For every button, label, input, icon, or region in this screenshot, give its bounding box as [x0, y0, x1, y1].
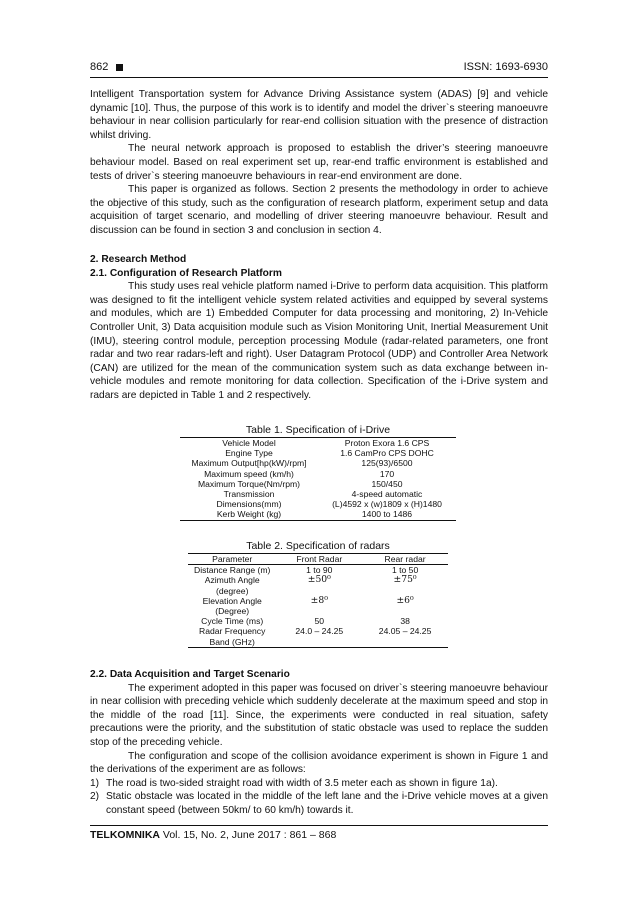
parameter-cell: Maximum Torque(Nm/rpm) [197, 478, 301, 489]
table-row [180, 499, 456, 509]
parameter-cell: Radar Frequency Band (GHz) [198, 626, 266, 647]
radar-table [188, 553, 448, 648]
subsection-heading: 2.1. Configuration of Research Platform [90, 267, 282, 279]
value-cell: 1 to 90 [306, 565, 333, 576]
list-number: 2) [90, 791, 100, 803]
value-cell: Proton Exora 1.6 CPS [344, 438, 430, 448]
value-cell: ±8⁰ [310, 594, 328, 606]
issn: ISSN: 1693-6930 [463, 61, 548, 73]
table-row [188, 626, 448, 647]
parameter-cell: Cycle Time (ms) [201, 616, 264, 627]
table-row [180, 469, 456, 479]
value-cell: 24.05 – 24.25 [378, 626, 432, 637]
page-footer [90, 829, 336, 841]
scenario-paragraph-2: The configuration and scope of the collision avoidance experiment is shown in Figure 1 and the derivations of the experiment are as follows: [90, 750, 548, 776]
list-item [90, 777, 548, 791]
intro-paragraph-1: Intelligent Transportation system for Advance Driving Assistance system (ADAS) [9] and vehicle dynamic [10]. Thus, the purpose of this work is to identify and model the driver`s steering manoeuvre behaviour in near collision particularly for rear-end collision situation with the presence of distraction whilst driving. [90, 89, 548, 141]
value-cell: 150/450 [371, 478, 403, 489]
parameter-cell: Kerb Weight (kg) [216, 509, 282, 520]
parameter-cell: Dimensions(mm) [216, 499, 282, 510]
value-cell: ±50⁰ [307, 574, 331, 586]
list-item [90, 790, 548, 817]
section-heading: 2. Research Method [90, 254, 187, 265]
table-1 [180, 424, 456, 521]
spec-table [180, 437, 456, 521]
table-row [180, 458, 456, 468]
journal-name: TELKOMNIKA [90, 829, 160, 841]
table-row [188, 596, 448, 616]
parameter-cell: Transmission [223, 489, 275, 500]
value-cell: ±75⁰ [393, 574, 417, 586]
list-text: The road is two-sided straight road with width of 3.5 meter each as shown in figure 1a). [106, 777, 498, 789]
table-caption: Table 1. Specification of i-Drive [245, 424, 391, 436]
intro-paragraph-3: This paper is organized as follows. Section 2 presents the methodology in order to achieve the objective of this study, such as the configuration of research platform, experiment setup and data acquisition of target scenario, and modelling of driver steering manoeuvre behaviour. Result and discussion can be found in section 3 and conclusion in section 4. [90, 184, 548, 236]
table-row [188, 575, 448, 595]
header-rule [90, 77, 548, 78]
value-cell: ±6⁰ [396, 594, 414, 606]
parameter-cell: Maximum speed (km/h) [204, 468, 294, 479]
table-row [180, 438, 456, 449]
parameter-cell: Vehicle Model [222, 438, 276, 448]
parameter-cell: Maximum Output[hp(kW)/rpm] [191, 458, 307, 469]
table-row [180, 479, 456, 489]
list-text: Static obstacle was located in the middle of the left lane and the i-Drive vehicle moves at a given constant speed (between 50km/ to 60 km/h) towards it. [106, 791, 548, 816]
research-method-section [90, 253, 548, 403]
parameter-cell: Engine Type [225, 448, 273, 459]
page-number: 862 [90, 61, 109, 73]
column-header: Rear radar [362, 554, 448, 565]
scenario-paragraph-1: The experiment adopted in this paper was focused on driver`s steering manoeuvre behaviour in near collision with preceding vehicle which suddenly decelerate at the maximum speed and stop in the middle of the road [11]. Since, the experiments were conducted in real situation, safety precautions were the priority, and the substitution of static obstacle was used to replace the sudden stop of the preceding vehicle. [90, 682, 548, 748]
value-cell: 1 to 50 [391, 565, 419, 576]
platform-paragraph: This study uses real vehicle platform named i-Drive to perform data acquisition. This platform was designed to fit the intelligent vehicle system related activities and equipped by several systems and modules, which are 1) Embedded Computer for data processing and monitoring, 2) In-Vehicle Controller Unit, 3) Data acquisition module such as Vision Monitoring Unit, Inertial Measurement Unit (IMU), steering control module, perception processing Module (radar-related parameters, one front radar and two rear radars-left and right). User Datagram Protocol (UDP) and Controller Area Network (CAN) are utilized for the mean of the communication system such as data exchange between in-vehicle modules and remote monitoring for data collection. Specification of the i-Drive system and radars are depicted in Table 1 and 2 respectively. [90, 281, 548, 401]
column-header: Front Radar [276, 554, 362, 565]
value-cell: 38 [400, 616, 410, 627]
value-cell: 1400 to 1486 [361, 509, 413, 520]
subsection-heading: 2.2. Data Acquisition and Target Scenario [90, 669, 290, 680]
value-cell: 125(93)/6500 [361, 458, 413, 469]
parameter-cell: Elevation Angle (Degree) [202, 595, 262, 617]
data-acquisition-section [90, 668, 548, 818]
square-bullet-icon [116, 64, 123, 71]
value-cell: (L)4592 x (w)1809 x (H)1480 [332, 499, 442, 510]
citation: Vol. 15, No. 2, June 2017 : 861 – 868 [162, 829, 337, 841]
list-number: 1) [90, 777, 100, 789]
intro-paragraph-2: The neural network approach is proposed to establish the driver’s steering manoeuvre behaviour model. Based on real experiment set up, rear-end traffic environment is established and tests of driver`s steering manoeuvre behaviours in rear-end environment are done. [90, 143, 548, 182]
table-2 [188, 540, 448, 648]
page-header [90, 58, 548, 76]
value-cell: 4-speed automatic [351, 489, 423, 500]
table-row [180, 489, 456, 499]
value-cell: 24.0 – 24.25 [295, 626, 344, 637]
value-cell: 170 [379, 468, 395, 479]
parameter-cell: Azimuth Angle (degree) [204, 575, 260, 596]
table-row [180, 509, 456, 520]
intro-section [90, 88, 548, 238]
table-caption: Table 2. Specification of radars [246, 540, 390, 552]
parameter-cell: Distance Range (m) [193, 565, 271, 576]
derivation-list [90, 777, 548, 818]
footer-rule [90, 825, 548, 826]
column-header: Parameter [188, 554, 276, 565]
table-row [188, 616, 448, 626]
table-row [180, 448, 456, 458]
value-cell: 1.6 CamPro CPS DOHC [340, 448, 434, 459]
value-cell: 50 [314, 616, 325, 627]
